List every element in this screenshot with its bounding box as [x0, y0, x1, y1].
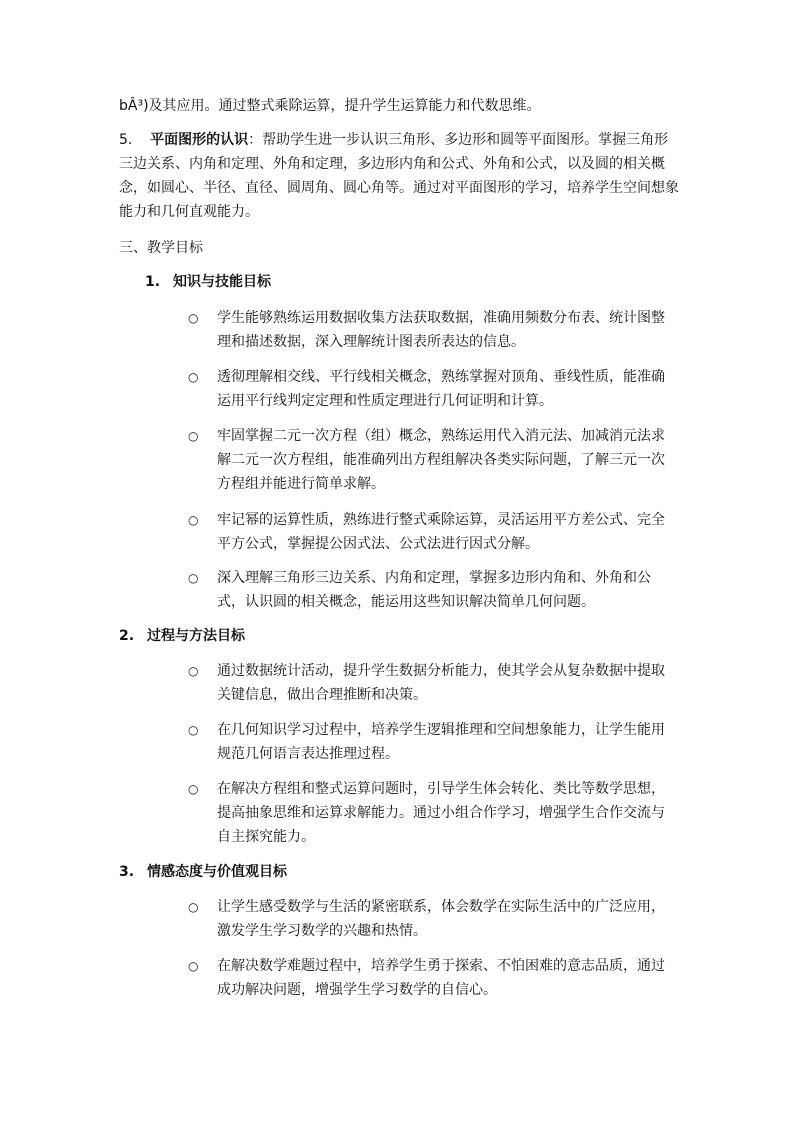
goal2-bullet-1: 通过数据统计活动，提升学生数据分析能力，使其学会从复杂数据中提取关键信息，做出合理推断和决策。 [217, 663, 665, 703]
goal2-number: 2. [119, 628, 135, 644]
goal1-bullet-5: 深入理解三角形三边关系、内角和定理，掌握多边形内角和、外角和公式，认识圆的相关概念，能运用这些知识解决简单几何问题。 [217, 570, 651, 610]
continuation-text: bÂ³)及其应用。通过整式乘除运算，提升学生运算能力和代数思维。 [119, 98, 541, 114]
goal1-number: 1. [145, 274, 161, 290]
bullet-marker-icon: ○ [188, 311, 199, 325]
goal1-heading [145, 272, 271, 292]
bullet-marker-icon: ○ [188, 513, 199, 527]
bullet-marker-icon: ○ [188, 900, 199, 914]
goal1-bullet-3: 牢固掌握二元一次方程（组）概念，熟练运用代入消元法、加减消元法求解二元一次方程组，能准确列出方程组解决各类实际问题，了解三元一次方程组并能进行简单求解。 [217, 428, 665, 492]
goal2-title: 过程与方法目标 [147, 628, 245, 644]
section-heading: 三、教学目标 [119, 240, 203, 256]
goal2-bullet-3: 在解决方程组和整式运算问题时，引导学生体会转化、类比等数学思想，提高抽象思维和运算求解能力。通过小组合作学习，增强学生合作交流与自主探究能力。 [217, 781, 665, 845]
bullet-marker-icon: ○ [188, 370, 199, 384]
goal3-bullet-1: 让学生感受数学与生活的紧密联系，体会数学在实际生活中的广泛应用，激发学生学习数学的兴趣和热情。 [217, 899, 665, 939]
goal1-bullet-2: 透彻理解相交线、平行线相关概念，熟练掌握对顶角、垂线性质，能准确运用平行线判定定理和性质定理进行几何证明和计算。 [217, 369, 665, 409]
bullet-marker-icon: ○ [188, 571, 199, 585]
goal1-bullet-1: 学生能够熟练运用数据收集方法获取数据，准确用频数分布表、统计图整理和描述数据，深入理解统计图表所表达的信息。 [217, 310, 665, 350]
bullet-marker-icon: ○ [188, 664, 199, 678]
bullet-marker-icon: ○ [188, 782, 199, 796]
item5-title: 平面图形的认识 [150, 132, 249, 148]
goal2-heading [119, 626, 245, 646]
bullet-marker-icon: ○ [188, 959, 199, 973]
bullet-marker-icon: ○ [188, 723, 199, 737]
goal1-title: 知识与技能目标 [173, 274, 271, 290]
goal3-number: 3. [119, 864, 135, 880]
item5-number: 5. [119, 132, 133, 148]
item5-body: ：帮助学生进一步认识三角形、多边形和圆等平面图形。掌握三角形三边关系、内角和定理、外角和定理，多边形内角和公式、外角和公式，以及圆的相关概念，如圆心、半径、直径、圆周角、圆心角等。通过对平面图形的学习，培养学生空间想象能力和几何直观能力。 [119, 132, 679, 220]
goal3-bullet-2: 在解决数学难题过程中，培养学生勇于探索、不怕困难的意志品质，通过成功解决问题，增强学生学习数学的自信心。 [217, 958, 665, 998]
goal3-title: 情感态度与价值观目标 [147, 864, 287, 880]
continuation-paragraph [119, 94, 679, 118]
goal1-bullet-4: 牢记幂的运算性质，熟练进行整式乘除运算，灵活运用平方差公式、完全平方公式，掌握提公因式法、公式法进行因式分解。 [217, 512, 665, 552]
bullet-marker-icon: ○ [188, 429, 199, 443]
goal2-bullet-2: 在几何知识学习过程中，培养学生逻辑推理和空间想象能力，让学生能用规范几何语言表达推理过程。 [217, 722, 665, 762]
item5-paragraph [119, 128, 679, 224]
goal3-heading [119, 862, 287, 882]
